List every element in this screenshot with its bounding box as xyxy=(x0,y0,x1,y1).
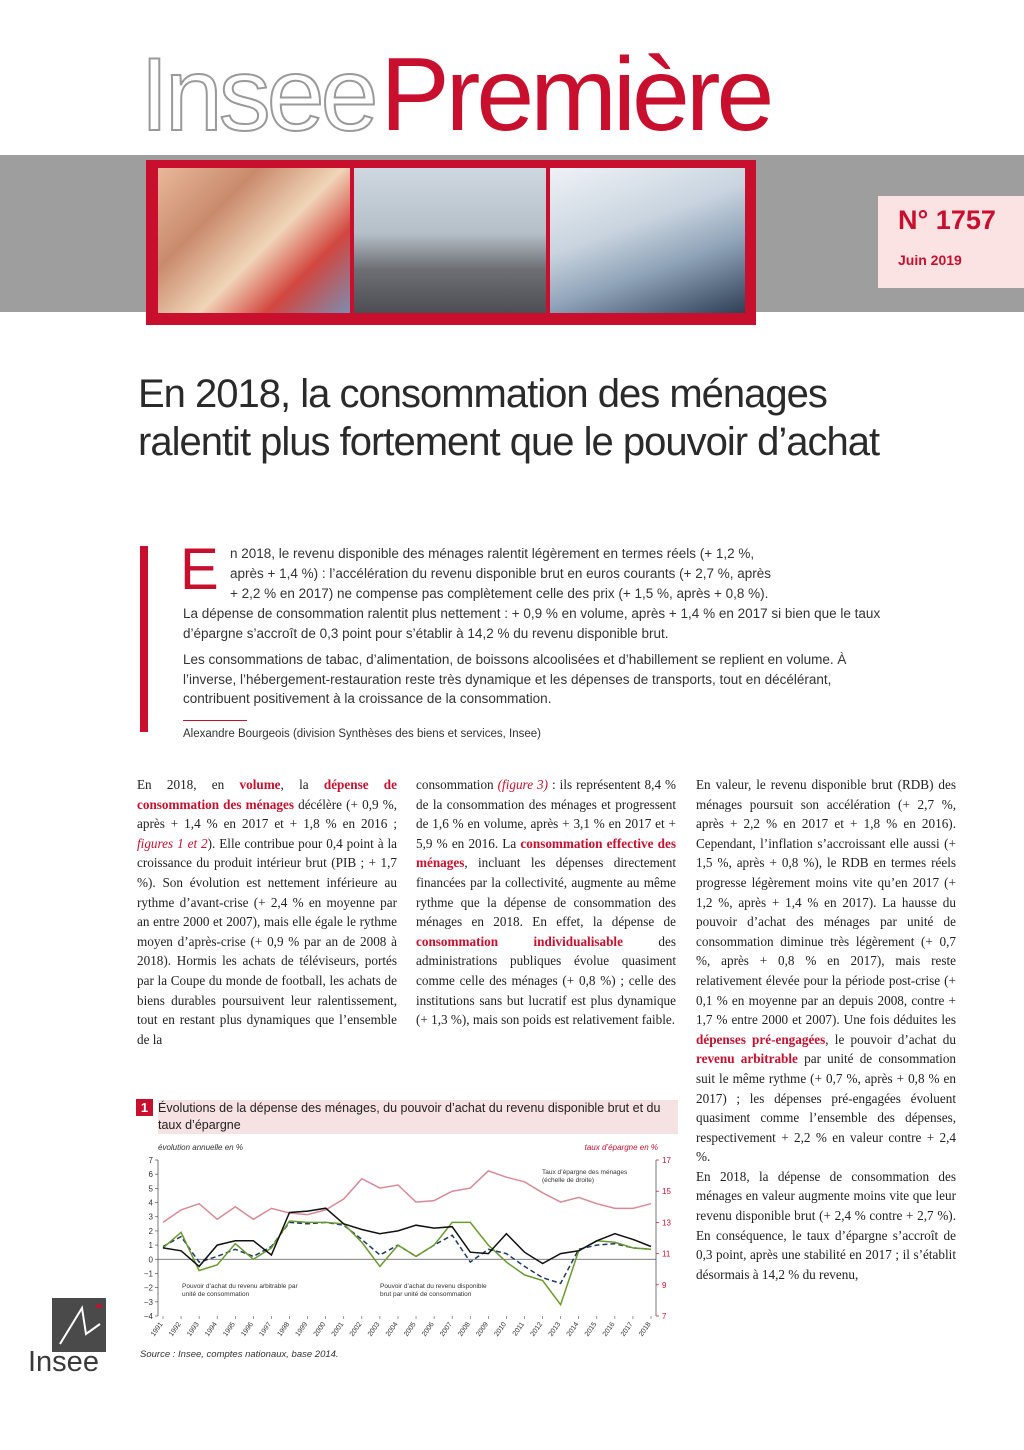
logo-swoosh-icon xyxy=(52,1298,106,1352)
x-tick-label: 2001 xyxy=(330,1321,346,1338)
y-tick-label-right: 17 xyxy=(662,1156,671,1165)
text: : ils représentent 8,4 % de la consommation des ménages et progressent de 1,6 % en volume, après + 3,1 % en 2017 et + 5,9 % en 2016. La xyxy=(416,777,677,851)
text: En valeur, le revenu disponible brut (RDB) des ménages poursuit son accélération (+ 2,7 %, après + 2,2 % en 2017 et + 1,8 % en 2016). Cependant, l’inflation s’accroissant elle aussi (+ 1,5 %, après + 0,8 %), le RDB en termes réels progresse légèrement moins vite qu’en 2017 (+ 1,2 %, après + 1,4 % en 2017). La hausse du pouvoir d’achat des ménages par unité de consommation diminue très légèrement (+ 0,7 %, après + 0,8 % en 2017), mais reste relativement élevée pour la période post-crise (+ 0,1 % en moyenne par an depuis 2008, contre + 1,7 % entre 2000 et 2007). Une fois déduites les xyxy=(696,777,956,1028)
body-column-2 xyxy=(416,775,676,1030)
x-tick-label: 2007 xyxy=(439,1321,454,1338)
photo-crowd xyxy=(354,168,546,313)
x-tick-label: 1991 xyxy=(149,1321,165,1338)
x-tick-label: 2006 xyxy=(421,1321,436,1338)
paragraph: En 2018, la dépense de consommation des ménages en valeur augmente moins vite que leur revenu disponible brut (+ 2,4 % contre + 2,7 %). En conséquence, le taux d’épargne s’accroît de 0,3 point, après une stabilité en 2017 ; il s’établit désormais à 14,2 % du revenu, xyxy=(696,1168,956,1282)
figure-title: Évolutions de la dépense des ménages, du pouvoir d’achat du revenu disponible brut et du taux d’épargne xyxy=(158,1100,678,1134)
y-tick-label-left: 1 xyxy=(148,1241,153,1251)
y-tick-label-left: 2 xyxy=(148,1226,153,1236)
x-tick-label: 2000 xyxy=(312,1321,328,1338)
y-tick-label-right: 13 xyxy=(662,1218,671,1228)
annotation-arbitrable-income: Pouvoir d’achat du revenu arbitrable par unité de consommation xyxy=(182,1283,298,1298)
y-tick-label-left: −3 xyxy=(143,1297,153,1307)
x-tick-label: 2003 xyxy=(366,1321,382,1338)
x-tick-label: 1995 xyxy=(222,1321,237,1338)
y-axis-label: évolution annuelle en % xyxy=(158,1143,243,1152)
figure-reference[interactable]: (figure 3) xyxy=(497,777,549,792)
y-axis-right-label: taux d’épargne en % xyxy=(584,1143,658,1152)
x-tick-label: 2011 xyxy=(511,1321,527,1338)
x-tick-label: 1992 xyxy=(168,1321,183,1338)
x-tick-label: 2010 xyxy=(493,1321,509,1338)
x-tick-label: 2014 xyxy=(565,1321,581,1338)
chart-plot xyxy=(144,1156,672,1338)
text: En 2018, en xyxy=(137,777,240,792)
y-tick-label-right: 15 xyxy=(662,1187,671,1197)
text: ). Elle contribue pour 0,4 point à la croissance du produit intérieur brut (PIB ; + 1,7 %). Son évolution est nettement inférieure au rythme d’avant-crise (+ 2,4 % en moyenne par an entre 2000 et 2007), mais elle égale le rythme moyen d’après-crise (+ 0,9 % par an de 2008 à 2018). Hormis les achats de téléviseurs, portés par la Coupe du monde de football, les achats de biens durables poursuivent leur ralentissement, tout en restant plus dynamiques que l’ensemble de la xyxy=(137,835,397,1047)
y-tick-label-left: 0 xyxy=(148,1255,153,1265)
y-tick-label-left: 4 xyxy=(148,1198,153,1208)
x-tick-label: 1994 xyxy=(204,1321,219,1338)
glossary-link-consommation-individualisable[interactable]: consommation individualisable xyxy=(416,933,623,949)
x-tick-label: 2009 xyxy=(475,1321,490,1338)
y-tick-label-right: 9 xyxy=(662,1280,667,1290)
issue-number: N° 1757 xyxy=(898,205,996,235)
lead-paragraph-1-rest: La dépense de consommation ralentit plus nettement : + 0,9 % en volume, après + 1,4 % en 2017 si bien que le taux d’épargne s’accroît de 0,3 point pour s’établir à 14,2 % du revenu disponible brut. xyxy=(183,606,881,641)
masthead xyxy=(140,37,771,153)
x-tick-label: 1993 xyxy=(186,1321,201,1338)
y-tick-label-left: 7 xyxy=(148,1156,153,1165)
x-tick-label: 2004 xyxy=(384,1321,400,1338)
annotation-savings-rate: Taux d’épargne des ménages (échelle de droite) xyxy=(542,1169,628,1184)
text: , incluant les dépenses directement financées par la collectivité, augmente au même rythme que la dépense de consommation des ménages en 2018. En effet, la dépense de xyxy=(416,855,676,930)
glossary-link-consommation-effective[interactable]: consommation effective des ménages xyxy=(416,835,676,871)
x-tick-label: 2018 xyxy=(637,1321,653,1338)
x-tick-label: 2002 xyxy=(348,1321,364,1338)
x-tick-label: 2008 xyxy=(457,1321,472,1338)
y-tick-label-right: 11 xyxy=(662,1249,671,1259)
photo-children xyxy=(158,168,350,313)
issue-date: Juin 2019 xyxy=(898,252,962,268)
author-rule xyxy=(183,720,247,721)
text: par unité de consommation suit le même rythme (+ 0,7 %, après + 0,8 % en 2017) ; les dépenses pré-engagées évoluent quasiment comme l’ensemble des dépenses, respectivement + 2,2 % en valeur contre + 2,4 %. xyxy=(696,1051,957,1165)
glossary-link-volume[interactable]: volume xyxy=(239,777,281,792)
text: , le pouvoir d’achat du xyxy=(825,1031,956,1047)
lead-line-3: + 2,2 % en 2017) ne compense pas complètement celle des prix (+ 1,5 %, après + 0,8 %). xyxy=(230,586,769,601)
y-tick-label-left: 5 xyxy=(148,1184,153,1194)
lead-bar xyxy=(140,546,148,732)
annotation-disposable-income: Pouvoir d’achat du revenu disponible brut par unité de consommation xyxy=(380,1283,487,1298)
x-tick-label: 1997 xyxy=(258,1321,274,1338)
text: des administrations publiques évolue quasiment comme celle des ménages (+ 0,8 %) ; celle des institutions sans but lucratif est plus dynamique (+ 1,3 %), mais son poids est relativement faible. xyxy=(416,933,676,1028)
figure-reference[interactable]: figures 1 et 2 xyxy=(137,835,208,851)
page-title: En 2018, la consommation des ménages ralentit plus fortement que le pouvoir d’achat xyxy=(138,372,880,464)
lead-line-2: après + 1,4 %) : l’accélération du revenu disponible brut en euros courants (+ 2,7 %, après xyxy=(230,566,772,581)
insee-logo-mark xyxy=(52,1298,106,1352)
lead-paragraph-2: Les consommations de tabac, d’alimentation, de boissons alcoolisées et d’habillement se replient en volume. À l’inverse, l’hébergement-restauration reste très dynamique et les dépenses de transports, tout en décélérant, contribuent positivement à la croissance de la consommation. xyxy=(183,652,847,706)
glossary-link-revenu-arbitrable[interactable]: revenu arbitrable xyxy=(696,1051,798,1067)
figure-source: Source : Insee, comptes nationaux, base 2014. xyxy=(140,1349,339,1360)
y-tick-label-left: −2 xyxy=(143,1283,153,1293)
y-tick-label-left: −4 xyxy=(143,1312,153,1321)
figure-chart xyxy=(136,1138,681,1346)
y-tick-label-right: 7 xyxy=(662,1312,667,1321)
masthead-insee: Insee xyxy=(140,37,375,153)
series-line-3 xyxy=(163,1208,651,1266)
text: décélère (+ 0,9 %, après + 1,4 % en 2017 et + 1,8 % en 2016 ; xyxy=(137,796,397,832)
x-tick-label: 2017 xyxy=(619,1321,635,1338)
body-column-1 xyxy=(137,775,397,1049)
figure-number: 1 xyxy=(136,1099,153,1116)
x-tick-label: 1998 xyxy=(276,1321,292,1338)
x-tick-label: 1999 xyxy=(294,1321,310,1338)
y-tick-label-left: −1 xyxy=(143,1269,153,1279)
lead-dropcap: E xyxy=(180,537,219,602)
x-tick-label: 2015 xyxy=(583,1321,599,1338)
y-tick-label-left: 6 xyxy=(148,1170,153,1180)
x-tick-label: 2005 xyxy=(403,1321,418,1338)
photo-office xyxy=(550,168,745,313)
y-tick-label-left: 3 xyxy=(148,1212,153,1222)
x-tick-label: 2016 xyxy=(601,1321,617,1338)
x-tick-label: 2012 xyxy=(529,1321,545,1338)
glossary-link-depense[interactable]: dépense de consommation des ménages xyxy=(137,777,397,812)
insee-logo-text: Insee xyxy=(28,1346,99,1378)
x-tick-label: 2013 xyxy=(547,1321,563,1338)
x-tick-label: 1996 xyxy=(240,1321,256,1338)
text: , la xyxy=(280,777,324,792)
author-line: Alexandre Bourgeois (division Synthèses des biens et services, Insee) xyxy=(183,728,541,740)
text: consommation xyxy=(416,777,498,792)
body-column-3 xyxy=(696,775,956,1284)
glossary-link-depenses-pre-engagees[interactable]: dépenses pré-engagées xyxy=(696,1031,826,1047)
lead-line-1: n 2018, le revenu disponible des ménages ralentit légèrement en termes réels (+ 1,2 %, xyxy=(230,546,755,561)
masthead-premiere: Première xyxy=(380,37,771,153)
